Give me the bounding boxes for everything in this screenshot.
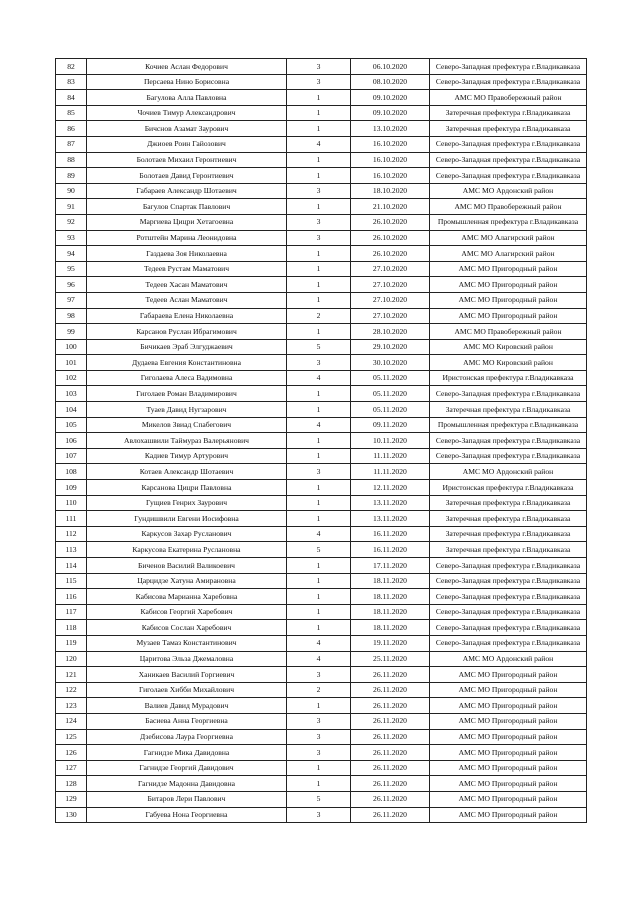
table-row xyxy=(56,635,587,651)
full-name-cell: Гиголаев Роман Владимирович xyxy=(87,386,287,402)
table-row xyxy=(56,698,587,714)
organization-cell: Иристонская префектура г.Владикавказа xyxy=(430,480,587,496)
date-cell: 16.11.2020 xyxy=(351,542,430,558)
full-name-cell: Чочиев Тимур Александрович xyxy=(87,105,287,121)
table-row xyxy=(56,745,587,761)
organization-cell: Северо-Западная префектура г.Владикавказа xyxy=(430,386,587,402)
family-size-cell: 3 xyxy=(287,74,351,90)
table-row xyxy=(56,807,587,823)
table-row xyxy=(56,682,587,698)
table-row xyxy=(56,729,587,745)
full-name-cell: Болотаев Давид Геронтиевич xyxy=(87,168,287,184)
family-size-cell: 1 xyxy=(287,324,351,340)
table-row xyxy=(56,448,587,464)
row-number-cell: 108 xyxy=(56,464,87,480)
organization-cell: АМС МО Пригородный район xyxy=(430,776,587,792)
family-size-cell: 3 xyxy=(287,464,351,480)
family-size-cell: 1 xyxy=(287,121,351,137)
organization-cell: АМС МО Ардонский район xyxy=(430,651,587,667)
family-size-cell: 3 xyxy=(287,355,351,371)
family-size-cell: 3 xyxy=(287,59,351,75)
full-name-cell: Тедеев Рустам Маматович xyxy=(87,261,287,277)
full-name-cell: Бичснов Азамат Заурович xyxy=(87,121,287,137)
row-number-cell: 104 xyxy=(56,402,87,418)
full-name-cell: Гундишвили Евгени Иосифовна xyxy=(87,511,287,527)
family-size-cell: 4 xyxy=(287,136,351,152)
family-size-cell: 1 xyxy=(287,168,351,184)
full-name-cell: Багулова Алла Павловна xyxy=(87,90,287,106)
date-cell: 26.11.2020 xyxy=(351,667,430,683)
row-number-cell: 92 xyxy=(56,214,87,230)
family-size-cell: 4 xyxy=(287,370,351,386)
family-size-cell: 1 xyxy=(287,246,351,262)
organization-cell: Затеречная префектура г.Владикавказа xyxy=(430,526,587,542)
full-name-cell: Карсанова Цицри Павловна xyxy=(87,480,287,496)
row-number-cell: 120 xyxy=(56,651,87,667)
organization-cell: Северо-Западная префектура г.Владикавказа xyxy=(430,635,587,651)
family-size-cell: 1 xyxy=(287,261,351,277)
full-name-cell: Гагнидзе Георгий Давидович xyxy=(87,760,287,776)
table-row xyxy=(56,168,587,184)
family-size-cell: 1 xyxy=(287,448,351,464)
organization-cell: Северо-Западная префектура г.Владикавказа xyxy=(430,573,587,589)
full-name-cell: Габараев Александр Шотаевич xyxy=(87,183,287,199)
family-size-cell: 1 xyxy=(287,495,351,511)
date-cell: 18.11.2020 xyxy=(351,620,430,636)
date-cell: 26.11.2020 xyxy=(351,713,430,729)
registry-table xyxy=(55,58,587,823)
full-name-cell: Гиголаева Алеса Вадимовна xyxy=(87,370,287,386)
full-name-cell: Валиев Давид Мурадович xyxy=(87,698,287,714)
row-number-cell: 113 xyxy=(56,542,87,558)
row-number-cell: 110 xyxy=(56,495,87,511)
family-size-cell: 5 xyxy=(287,339,351,355)
date-cell: 26.11.2020 xyxy=(351,729,430,745)
date-cell: 05.11.2020 xyxy=(351,402,430,418)
date-cell: 27.10.2020 xyxy=(351,308,430,324)
family-size-cell: 1 xyxy=(287,402,351,418)
organization-cell: Северо-Западная префектура г.Владикавказа xyxy=(430,558,587,574)
organization-cell: Северо-Западная префектура г.Владикавказа xyxy=(430,589,587,605)
organization-cell: Затеречная префектура г.Владикавказа xyxy=(430,402,587,418)
family-size-cell: 3 xyxy=(287,807,351,823)
full-name-cell: Туаев Давид Нугзарович xyxy=(87,402,287,418)
date-cell: 26.10.2020 xyxy=(351,214,430,230)
full-name-cell: Персаева Нино Борисовна xyxy=(87,74,287,90)
row-number-cell: 122 xyxy=(56,682,87,698)
full-name-cell: Дзебисова Лаура Георгиевна xyxy=(87,729,287,745)
family-size-cell: 2 xyxy=(287,308,351,324)
date-cell: 30.10.2020 xyxy=(351,355,430,371)
table-row xyxy=(56,480,587,496)
date-cell: 10.11.2020 xyxy=(351,433,430,449)
row-number-cell: 115 xyxy=(56,573,87,589)
full-name-cell: Музаев Тамаз Константинович xyxy=(87,635,287,651)
date-cell: 09.11.2020 xyxy=(351,417,430,433)
table-row xyxy=(56,308,587,324)
row-number-cell: 90 xyxy=(56,183,87,199)
organization-cell: АМС МО Пригородный район xyxy=(430,745,587,761)
full-name-cell: Гиголаев Хибби Михайлович xyxy=(87,682,287,698)
table-row xyxy=(56,542,587,558)
date-cell: 18.11.2020 xyxy=(351,589,430,605)
family-size-cell: 3 xyxy=(287,745,351,761)
row-number-cell: 101 xyxy=(56,355,87,371)
date-cell: 29.10.2020 xyxy=(351,339,430,355)
date-cell: 13.10.2020 xyxy=(351,121,430,137)
family-size-cell: 1 xyxy=(287,511,351,527)
organization-cell: Северо-Западная префектура г.Владикавказа xyxy=(430,433,587,449)
organization-cell: АМС МО Правобережный район xyxy=(430,90,587,106)
family-size-cell: 1 xyxy=(287,105,351,121)
row-number-cell: 125 xyxy=(56,729,87,745)
table-row xyxy=(56,339,587,355)
date-cell: 18.11.2020 xyxy=(351,604,430,620)
table-row xyxy=(56,355,587,371)
family-size-cell: 1 xyxy=(287,433,351,449)
date-cell: 26.11.2020 xyxy=(351,698,430,714)
table-row xyxy=(56,386,587,402)
family-size-cell: 3 xyxy=(287,729,351,745)
row-number-cell: 130 xyxy=(56,807,87,823)
table-row xyxy=(56,558,587,574)
organization-cell: Северо-Западная префектура г.Владикавказа xyxy=(430,74,587,90)
table-row xyxy=(56,74,587,90)
family-size-cell: 1 xyxy=(287,292,351,308)
date-cell: 25.11.2020 xyxy=(351,651,430,667)
organization-cell: Промышленная префектура г.Владикавказа xyxy=(430,417,587,433)
row-number-cell: 106 xyxy=(56,433,87,449)
row-number-cell: 127 xyxy=(56,760,87,776)
organization-cell: АМС МО Пригородный район xyxy=(430,667,587,683)
table-row xyxy=(56,59,587,75)
row-number-cell: 96 xyxy=(56,277,87,293)
full-name-cell: Кочиев Аслан Федорович xyxy=(87,59,287,75)
row-number-cell: 97 xyxy=(56,292,87,308)
table-row xyxy=(56,370,587,386)
family-size-cell: 1 xyxy=(287,199,351,215)
date-cell: 18.11.2020 xyxy=(351,573,430,589)
date-cell: 26.11.2020 xyxy=(351,760,430,776)
table-row xyxy=(56,464,587,480)
row-number-cell: 103 xyxy=(56,386,87,402)
date-cell: 05.11.2020 xyxy=(351,386,430,402)
family-size-cell: 5 xyxy=(287,542,351,558)
full-name-cell: Кабисов Сослан Харебович xyxy=(87,620,287,636)
family-size-cell: 1 xyxy=(287,480,351,496)
table-row xyxy=(56,90,587,106)
table-row xyxy=(56,526,587,542)
row-number-cell: 116 xyxy=(56,589,87,605)
row-number-cell: 86 xyxy=(56,121,87,137)
full-name-cell: Биченов Василий Валикоевич xyxy=(87,558,287,574)
row-number-cell: 87 xyxy=(56,136,87,152)
row-number-cell: 121 xyxy=(56,667,87,683)
organization-cell: Затеречная префектура г.Владикавказа xyxy=(430,121,587,137)
organization-cell: АМС МО Правобережный район xyxy=(430,324,587,340)
full-name-cell: Кадиев Тимур Артурович xyxy=(87,448,287,464)
date-cell: 26.10.2020 xyxy=(351,230,430,246)
full-name-cell: Авлохашвили Таймураз Валерьянович xyxy=(87,433,287,449)
table-row xyxy=(56,776,587,792)
table-row xyxy=(56,230,587,246)
row-number-cell: 83 xyxy=(56,74,87,90)
date-cell: 27.10.2020 xyxy=(351,292,430,308)
table-row xyxy=(56,199,587,215)
date-cell: 11.11.2020 xyxy=(351,448,430,464)
table-row xyxy=(56,604,587,620)
organization-cell: АМС МО Алагирский район xyxy=(430,230,587,246)
organization-cell: АМС МО Ардонский район xyxy=(430,183,587,199)
organization-cell: АМС МО Пригородный район xyxy=(430,791,587,807)
family-size-cell: 3 xyxy=(287,667,351,683)
row-number-cell: 123 xyxy=(56,698,87,714)
table-row xyxy=(56,495,587,511)
family-size-cell: 5 xyxy=(287,791,351,807)
table-row xyxy=(56,573,587,589)
family-size-cell: 3 xyxy=(287,183,351,199)
table-row xyxy=(56,152,587,168)
organization-cell: АМС МО Пригородный район xyxy=(430,277,587,293)
full-name-cell: Газдаева Зоя Николаевна xyxy=(87,246,287,262)
full-name-cell: Дудаева Евгения Константиновна xyxy=(87,355,287,371)
table-row xyxy=(56,651,587,667)
full-name-cell: Ханикаев Василий Горгиевич xyxy=(87,667,287,683)
organization-cell: Северо-Западная префектура г.Владикавказа xyxy=(430,448,587,464)
date-cell: 16.10.2020 xyxy=(351,152,430,168)
row-number-cell: 128 xyxy=(56,776,87,792)
family-size-cell: 1 xyxy=(287,90,351,106)
organization-cell: АМС МО Алагирский район xyxy=(430,246,587,262)
date-cell: 28.10.2020 xyxy=(351,324,430,340)
table-row xyxy=(56,246,587,262)
organization-cell: АМС МО Пригородный район xyxy=(430,807,587,823)
table-row xyxy=(56,760,587,776)
table-row xyxy=(56,667,587,683)
row-number-cell: 95 xyxy=(56,261,87,277)
date-cell: 09.10.2020 xyxy=(351,90,430,106)
full-name-cell: Басиева Анна Георгиевна xyxy=(87,713,287,729)
table-row xyxy=(56,277,587,293)
date-cell: 08.10.2020 xyxy=(351,74,430,90)
full-name-cell: Гущиев Генрих Заурович xyxy=(87,495,287,511)
full-name-cell: Ротштейн Марина Леонидовна xyxy=(87,230,287,246)
family-size-cell: 1 xyxy=(287,386,351,402)
date-cell: 16.10.2020 xyxy=(351,168,430,184)
row-number-cell: 105 xyxy=(56,417,87,433)
organization-cell: АМС МО Пригородный район xyxy=(430,292,587,308)
row-number-cell: 100 xyxy=(56,339,87,355)
family-size-cell: 1 xyxy=(287,573,351,589)
family-size-cell: 1 xyxy=(287,589,351,605)
organization-cell: Северо-Западная префектура г.Владикавказа xyxy=(430,59,587,75)
family-size-cell: 2 xyxy=(287,682,351,698)
row-number-cell: 84 xyxy=(56,90,87,106)
organization-cell: АМС МО Пригородный район xyxy=(430,698,587,714)
date-cell: 09.10.2020 xyxy=(351,105,430,121)
row-number-cell: 117 xyxy=(56,604,87,620)
family-size-cell: 3 xyxy=(287,713,351,729)
organization-cell: Затеречная префектура г.Владикавказа xyxy=(430,511,587,527)
family-size-cell: 1 xyxy=(287,277,351,293)
family-size-cell: 4 xyxy=(287,526,351,542)
full-name-cell: Габараева Елена Николаевна xyxy=(87,308,287,324)
organization-cell: АМС МО Кировский район xyxy=(430,355,587,371)
row-number-cell: 102 xyxy=(56,370,87,386)
date-cell: 26.11.2020 xyxy=(351,791,430,807)
organization-cell: АМС МО Пригородный район xyxy=(430,760,587,776)
date-cell: 26.11.2020 xyxy=(351,682,430,698)
date-cell: 27.10.2020 xyxy=(351,261,430,277)
row-number-cell: 111 xyxy=(56,511,87,527)
date-cell: 26.11.2020 xyxy=(351,745,430,761)
row-number-cell: 107 xyxy=(56,448,87,464)
date-cell: 17.11.2020 xyxy=(351,558,430,574)
organization-cell: АМС МО Правобережный район xyxy=(430,199,587,215)
organization-cell: АМС МО Пригородный район xyxy=(430,729,587,745)
organization-cell: Северо-Западная префектура г.Владикавказа xyxy=(430,136,587,152)
full-name-cell: Багулов Спартак Павлович xyxy=(87,199,287,215)
row-number-cell: 112 xyxy=(56,526,87,542)
date-cell: 27.10.2020 xyxy=(351,277,430,293)
table-row xyxy=(56,183,587,199)
date-cell: 13.11.2020 xyxy=(351,495,430,511)
date-cell: 18.10.2020 xyxy=(351,183,430,199)
family-size-cell: 4 xyxy=(287,417,351,433)
family-size-cell: 4 xyxy=(287,651,351,667)
date-cell: 21.10.2020 xyxy=(351,199,430,215)
full-name-cell: Кабисов Георгий Харебович xyxy=(87,604,287,620)
row-number-cell: 126 xyxy=(56,745,87,761)
table-row xyxy=(56,511,587,527)
organization-cell: Затеречная префектура г.Владикавказа xyxy=(430,105,587,121)
date-cell: 16.10.2020 xyxy=(351,136,430,152)
full-name-cell: Габуева Нона Георгиевна xyxy=(87,807,287,823)
date-cell: 19.11.2020 xyxy=(351,635,430,651)
table-row xyxy=(56,136,587,152)
family-size-cell: 1 xyxy=(287,760,351,776)
full-name-cell: Кабисова Марианна Харебовна xyxy=(87,589,287,605)
date-cell: 26.11.2020 xyxy=(351,807,430,823)
row-number-cell: 89 xyxy=(56,168,87,184)
date-cell: 11.11.2020 xyxy=(351,464,430,480)
organization-cell: Затеречная префектура г.Владикавказа xyxy=(430,495,587,511)
row-number-cell: 118 xyxy=(56,620,87,636)
organization-cell: АМС МО Ардонский район xyxy=(430,464,587,480)
table-row xyxy=(56,713,587,729)
date-cell: 12.11.2020 xyxy=(351,480,430,496)
full-name-cell: Джиоев Роин Гайозович xyxy=(87,136,287,152)
organization-cell: Затеречная префектура г.Владикавказа xyxy=(430,542,587,558)
date-cell: 05.11.2020 xyxy=(351,370,430,386)
organization-cell: АМС МО Пригородный район xyxy=(430,308,587,324)
table-row xyxy=(56,261,587,277)
full-name-cell: Маргиева Цицри Хетагоевна xyxy=(87,214,287,230)
full-name-cell: Битаров Лери Павлович xyxy=(87,791,287,807)
table-row xyxy=(56,402,587,418)
family-size-cell: 1 xyxy=(287,558,351,574)
row-number-cell: 98 xyxy=(56,308,87,324)
date-cell: 26.11.2020 xyxy=(351,776,430,792)
family-size-cell: 1 xyxy=(287,620,351,636)
table-row xyxy=(56,214,587,230)
row-number-cell: 94 xyxy=(56,246,87,262)
family-size-cell: 4 xyxy=(287,635,351,651)
table-row xyxy=(56,292,587,308)
organization-cell: Северо-Западная префектура г.Владикавказа xyxy=(430,620,587,636)
table-row xyxy=(56,620,587,636)
table-row xyxy=(56,324,587,340)
table-row xyxy=(56,417,587,433)
organization-cell: Иристонская префектура г.Владикавказа xyxy=(430,370,587,386)
row-number-cell: 119 xyxy=(56,635,87,651)
date-cell: 26.10.2020 xyxy=(351,246,430,262)
row-number-cell: 85 xyxy=(56,105,87,121)
registry-table-body xyxy=(56,59,587,823)
full-name-cell: Бичикаев Эраб Элгуджаевич xyxy=(87,339,287,355)
family-size-cell: 1 xyxy=(287,776,351,792)
family-size-cell: 1 xyxy=(287,698,351,714)
organization-cell: Северо-Западная префектура г.Владикавказа xyxy=(430,152,587,168)
full-name-cell: Каркусов Захар Русланович xyxy=(87,526,287,542)
table-row xyxy=(56,791,587,807)
family-size-cell: 3 xyxy=(287,214,351,230)
row-number-cell: 99 xyxy=(56,324,87,340)
table-row xyxy=(56,433,587,449)
date-cell: 13.11.2020 xyxy=(351,511,430,527)
full-name-cell: Котаев Александр Шотаевич xyxy=(87,464,287,480)
organization-cell: АМС МО Пригородный район xyxy=(430,713,587,729)
row-number-cell: 124 xyxy=(56,713,87,729)
row-number-cell: 88 xyxy=(56,152,87,168)
row-number-cell: 109 xyxy=(56,480,87,496)
full-name-cell: Болотаев Михаил Геронтиевич xyxy=(87,152,287,168)
organization-cell: Северо-Западная префектура г.Владикавказа xyxy=(430,604,587,620)
full-name-cell: Микелов Звиад Спабегович xyxy=(87,417,287,433)
organization-cell: АМС МО Пригородный район xyxy=(430,682,587,698)
full-name-cell: Царцидзе Хатуна Амирановна xyxy=(87,573,287,589)
family-size-cell: 3 xyxy=(287,230,351,246)
table-row xyxy=(56,589,587,605)
organization-cell: АМС МО Кировский район xyxy=(430,339,587,355)
full-name-cell: Каркусова Екатерина Руслановна xyxy=(87,542,287,558)
family-size-cell: 1 xyxy=(287,152,351,168)
date-cell: 06.10.2020 xyxy=(351,59,430,75)
full-name-cell: Гагнидзе Мадонна Давидовна xyxy=(87,776,287,792)
organization-cell: Северо-Западная префектура г.Владикавказа xyxy=(430,168,587,184)
row-number-cell: 93 xyxy=(56,230,87,246)
table-row xyxy=(56,105,587,121)
row-number-cell: 114 xyxy=(56,558,87,574)
full-name-cell: Тедеев Аслан Маматович xyxy=(87,292,287,308)
full-name-cell: Гагнидзе Мика Давидовна xyxy=(87,745,287,761)
full-name-cell: Царитова Эльза Джемаловна xyxy=(87,651,287,667)
row-number-cell: 129 xyxy=(56,791,87,807)
date-cell: 16.11.2020 xyxy=(351,526,430,542)
organization-cell: АМС МО Пригородный район xyxy=(430,261,587,277)
organization-cell: Промышленная префектура г.Владикавказа xyxy=(430,214,587,230)
family-size-cell: 1 xyxy=(287,604,351,620)
full-name-cell: Карсанов Руслан Ибрагимович xyxy=(87,324,287,340)
row-number-cell: 91 xyxy=(56,199,87,215)
full-name-cell: Тедеев Хасан Маматович xyxy=(87,277,287,293)
table-row xyxy=(56,121,587,137)
row-number-cell: 82 xyxy=(56,59,87,75)
